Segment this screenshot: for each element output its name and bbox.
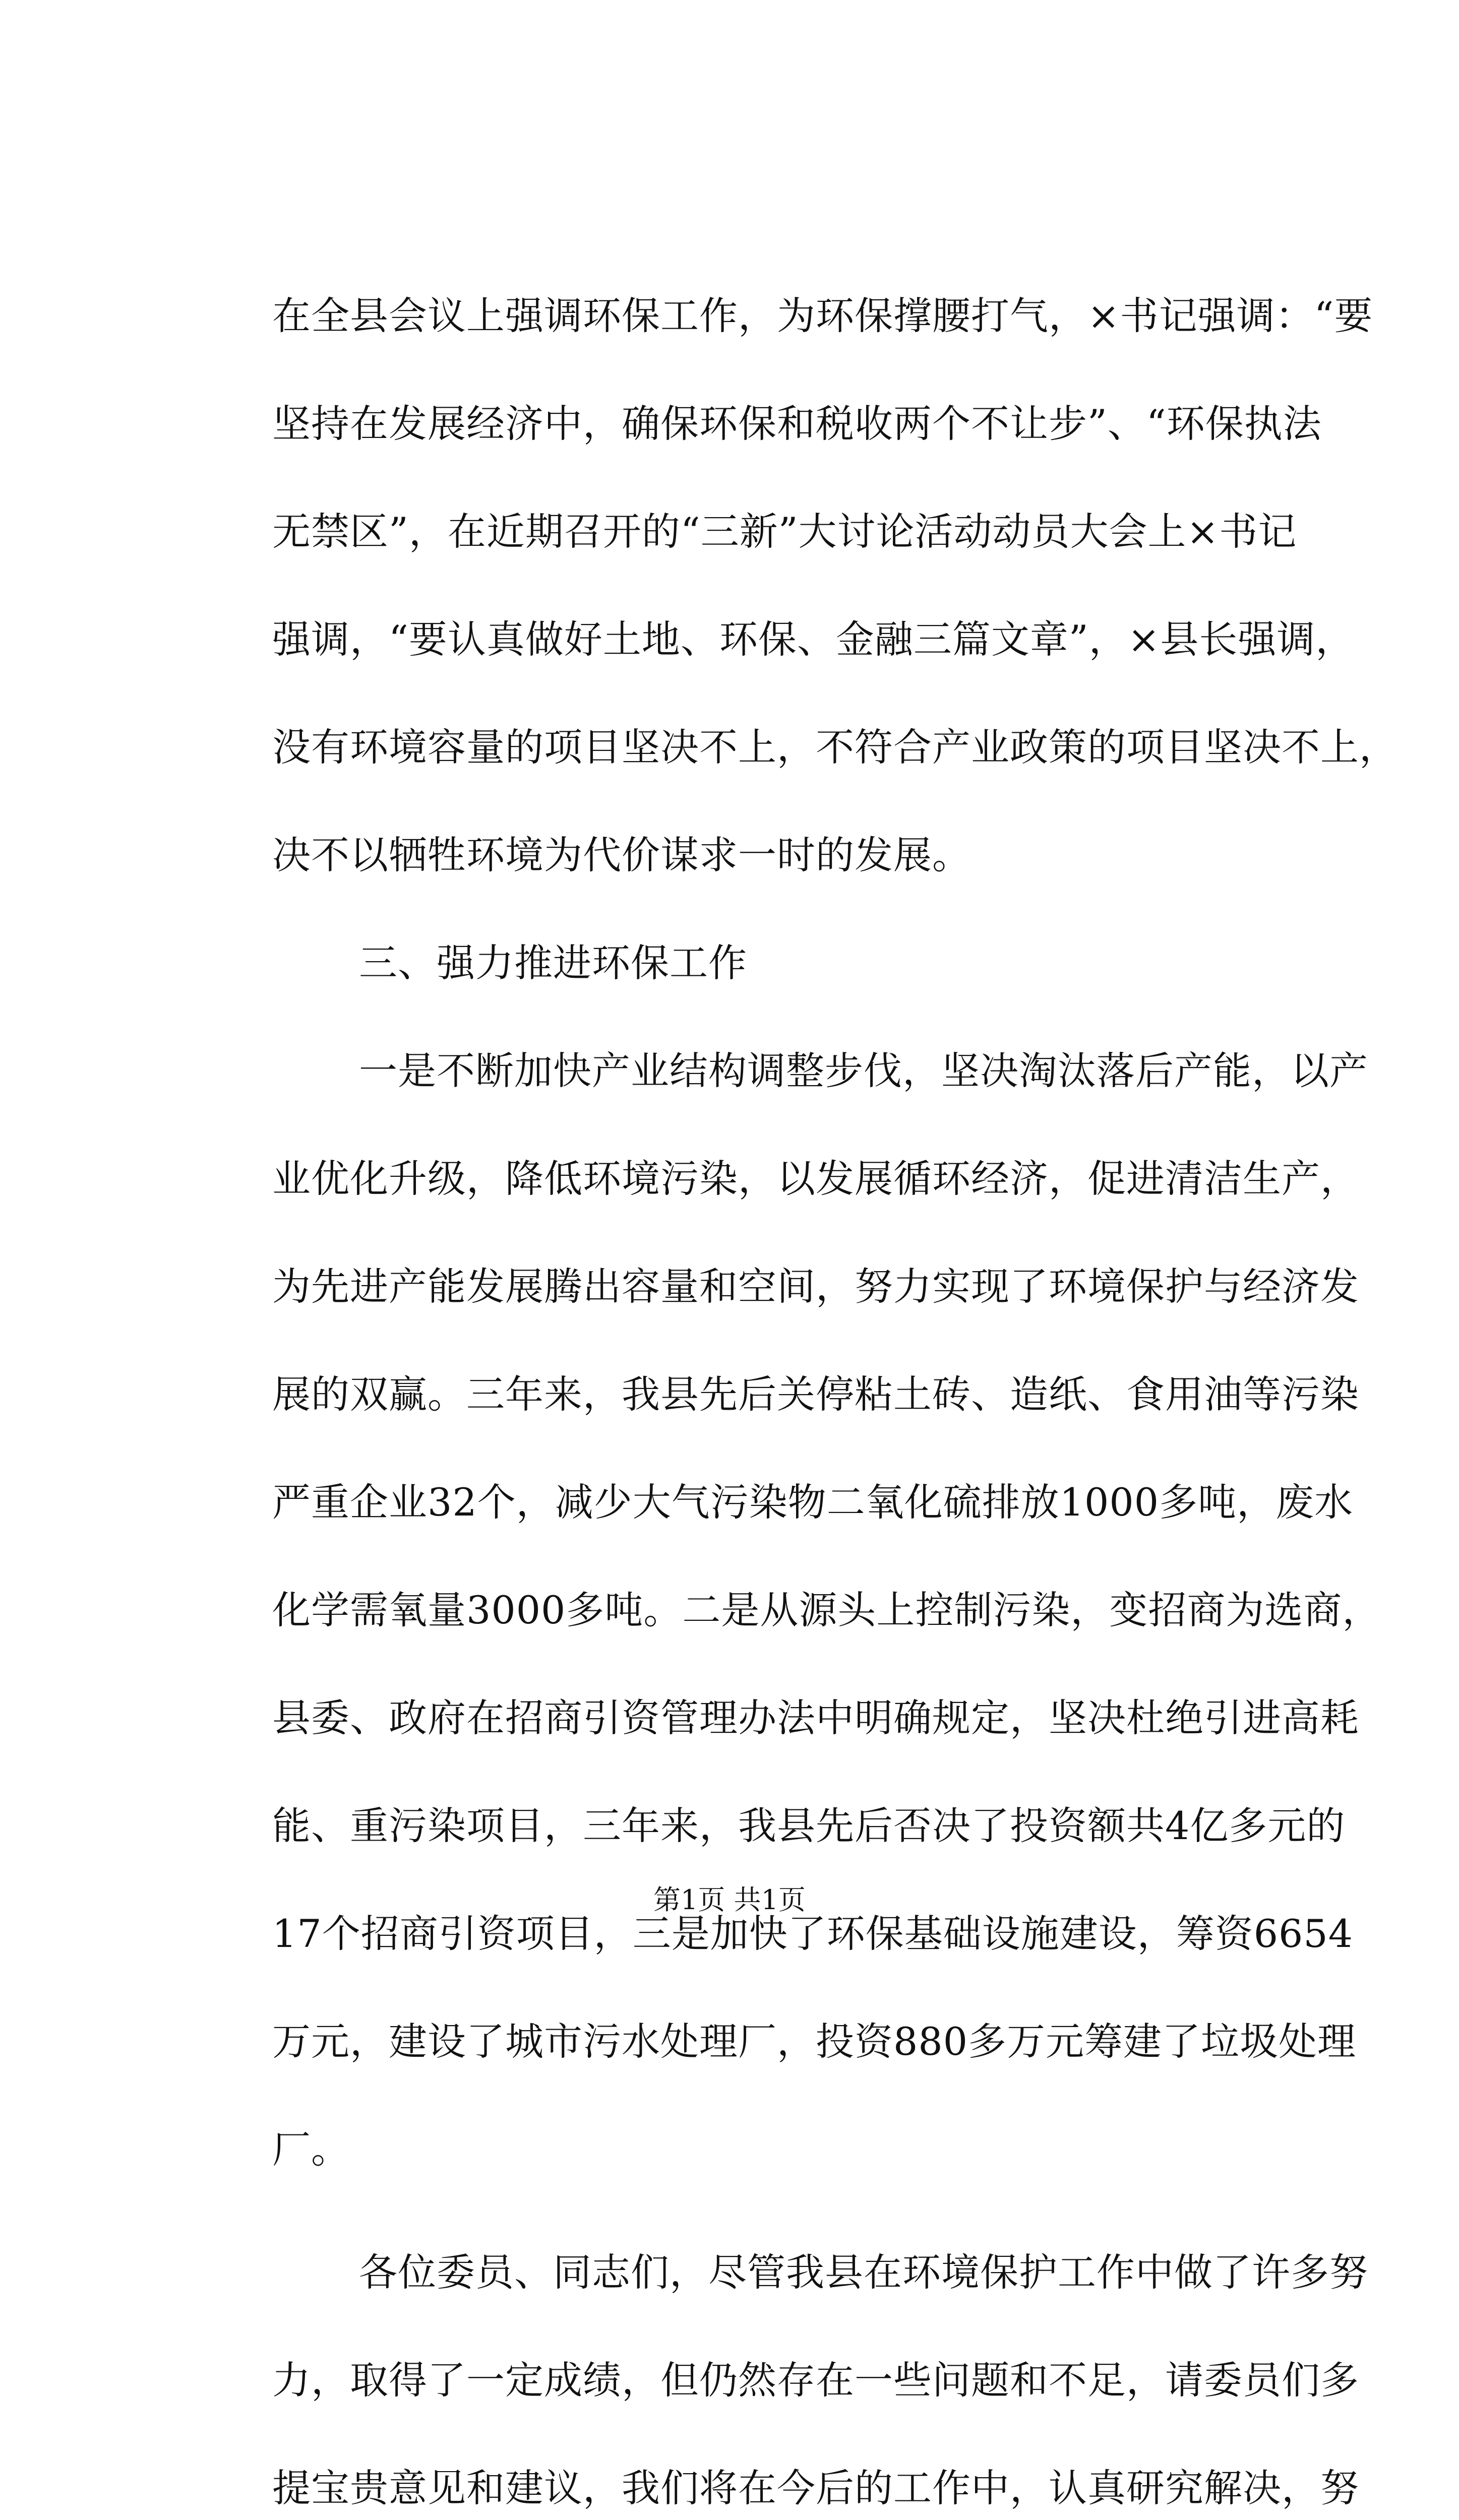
text-line: 决不以牺牲环境为代价谋求一时的发展。 bbox=[272, 833, 971, 877]
text-line: 展的双赢。三年来，我县先后关停粘土砖、造纸、食用油等污染 bbox=[272, 1372, 1359, 1417]
text-line: 无禁区”，在近期召开的“三新”大讨论活动动员大会上×书记 bbox=[272, 509, 1297, 554]
text-line: 业优化升级，降低环境污染，以发展循环经济，促进清洁生产， bbox=[272, 1156, 1359, 1201]
text-line: 没有环境容量的项目坚决不上，不符合产业政策的项目坚决不上， bbox=[272, 725, 1398, 770]
text-line: 强调，“要认真做好土地、环保、金融三篇文章”，×县长强调， bbox=[272, 617, 1355, 662]
text-line: 17个招商引资项目，三是加快了环保基础设施建设，筹资6654 bbox=[272, 1911, 1354, 1956]
text-line: 提宝贵意见和建议，我们将在今后的工作中，认真研究解决，努 bbox=[272, 2466, 1359, 2510]
text-line: 在全县会议上强调环保工作，为环保撑腰打气，×书记强调：“要 bbox=[272, 293, 1373, 338]
paragraph-gap bbox=[272, 2203, 1275, 2219]
text-line: 化学需氧量3000多吨。二是从源头上控制污染，变招商为选商， bbox=[272, 1588, 1381, 1632]
text-line: 厂。 bbox=[272, 2127, 350, 2172]
text-line: 坚持在发展经济中，确保环保和税收两个不让步”、“环保执法 bbox=[272, 401, 1322, 446]
page-footer: 第1页 共1页 bbox=[653, 1884, 806, 1916]
text-line: 万元，建设了城市污水处理厂，投资880多万元筹建了垃圾处理 bbox=[272, 2019, 1357, 2064]
text-line: 力，取得了一定成绩，但仍然存在一些问题和不足，请委员们多 bbox=[272, 2358, 1359, 2403]
text-line: 严重企业32个，减少大气污染物二氧化硫排放1000多吨，废水 bbox=[272, 1480, 1354, 1525]
text-line: 一是不断加快产业结构调整步伐，坚决淘汰落后产能，以产 bbox=[359, 1048, 1368, 1093]
document-body bbox=[272, 262, 1398, 2520]
text-line: 各位委员、同志们，尽管我县在环境保护工作中做了许多努 bbox=[359, 2250, 1368, 2295]
text-line: 能、重污染项目，三年来，我县先后否决了投资额共4亿多元的 bbox=[272, 1803, 1346, 1848]
text-line: 为先进产能发展腾出容量和空间，努力实现了环境保护与经济发 bbox=[272, 1264, 1359, 1309]
text-line: 县委、政府在招商引资管理办法中明确规定，坚决杜绝引进高耗 bbox=[272, 1695, 1359, 1740]
section-heading: 三、强力推进环保工作 bbox=[359, 940, 747, 985]
